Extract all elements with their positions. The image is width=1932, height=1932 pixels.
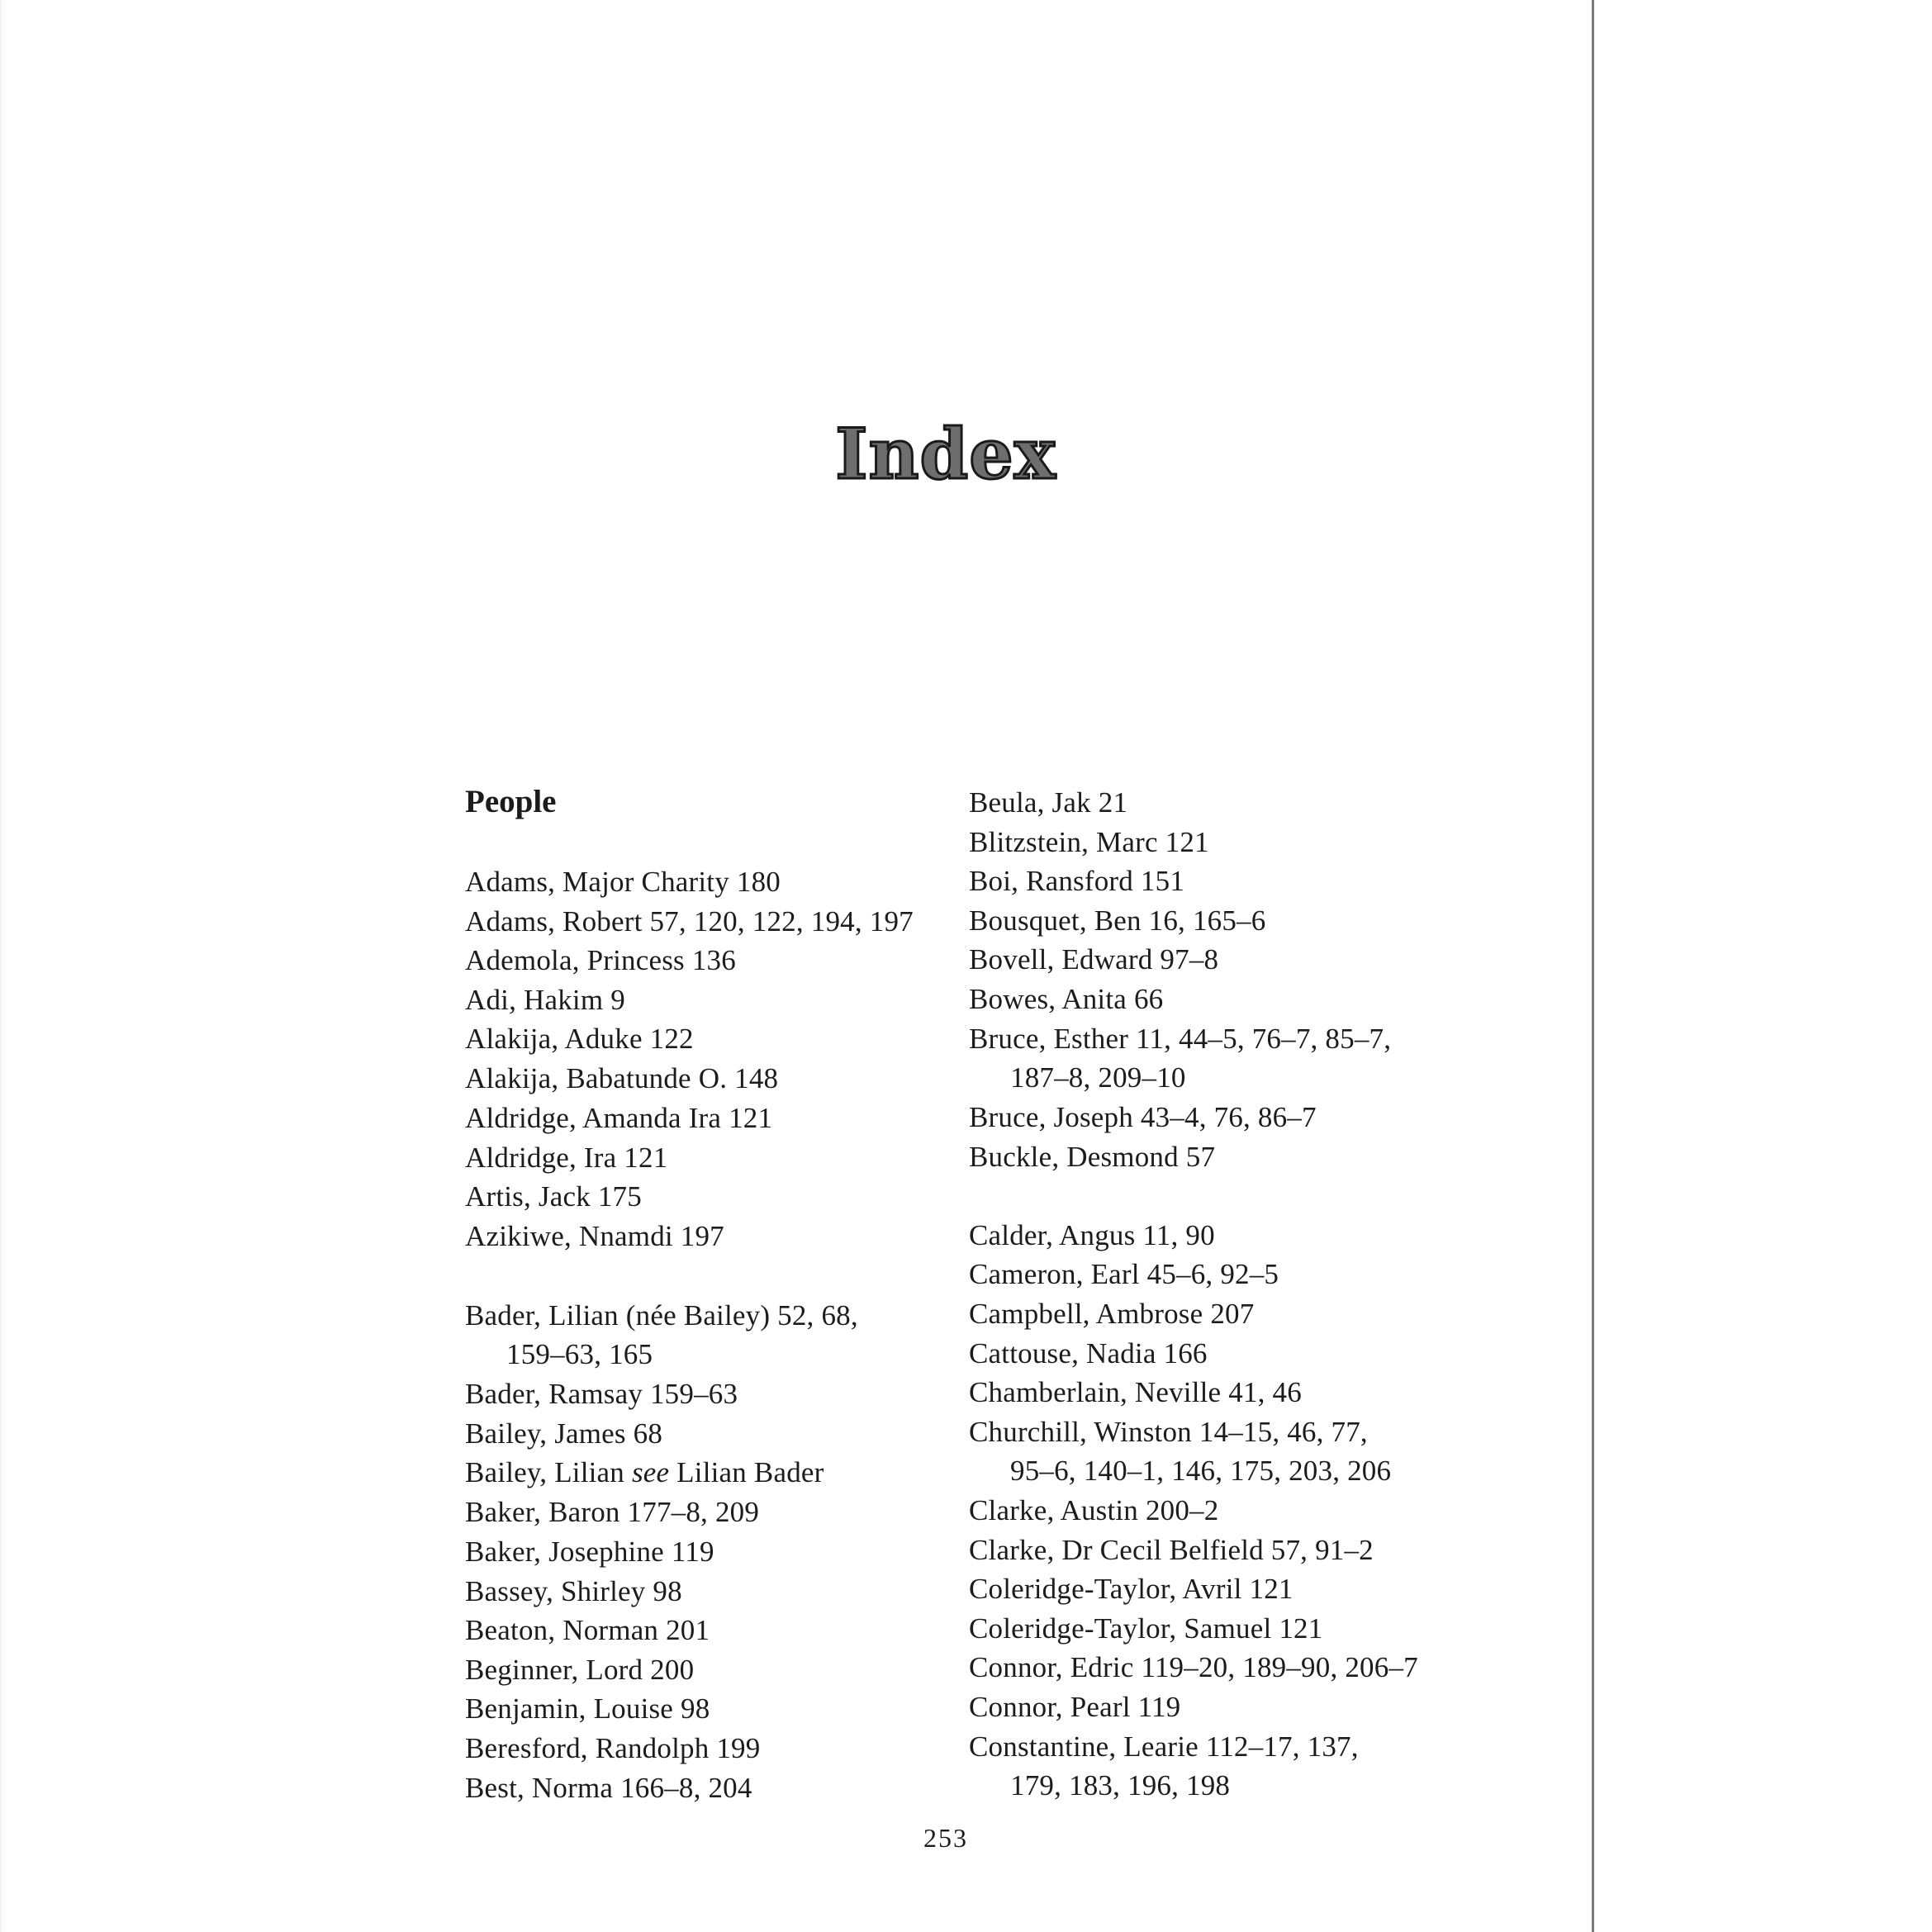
index-entry: Buckle, Desmond 57 — [969, 1141, 1216, 1173]
index-entry: Clarke, Austin 200–2 — [969, 1494, 1219, 1526]
index-entry: Beula, Jak 21 — [969, 786, 1128, 819]
index-entry: Bader, Lilian (née Bailey) 52, 68, — [465, 1299, 858, 1332]
index-entry: Bowes, Anita 66 — [969, 983, 1164, 1015]
index-entry: Campbell, Ambrose 207 — [969, 1298, 1255, 1330]
section-heading-people: People — [465, 784, 557, 819]
index-entry: Ademola, Princess 136 — [465, 944, 736, 976]
index-entry: Beaton, Norman 201 — [465, 1614, 710, 1646]
index-entry: Artis, Jack 175 — [465, 1180, 642, 1213]
index-entry: Boi, Ransford 151 — [969, 865, 1185, 897]
entry-text: Bailey, Lilian — [465, 1456, 632, 1488]
index-entry: Bruce, Joseph 43–4, 76, 86–7 — [969, 1101, 1317, 1133]
index-entry: Alakija, Babatunde O. 148 — [465, 1062, 779, 1094]
index-entry-continuation: 179, 183, 196, 198 — [1010, 1769, 1231, 1801]
index-entry: Chamberlain, Neville 41, 46 — [969, 1376, 1302, 1408]
index-entry: Alakija, Aduke 122 — [465, 1023, 694, 1055]
page-gutter — [0, 0, 2, 1932]
index-entry: Constantine, Learie 112–17, 137, — [969, 1730, 1359, 1763]
index-entry-continuation: 159–63, 165 — [506, 1338, 653, 1370]
page-edge-rule — [1592, 0, 1594, 1932]
index-entry: Azikiwe, Nnamdi 197 — [465, 1220, 724, 1252]
index-entry: Coleridge-Taylor, Avril 121 — [969, 1573, 1294, 1605]
index-entry: Bousquet, Ben 16, 165–6 — [969, 904, 1266, 937]
index-entry: Bovell, Edward 97–8 — [969, 943, 1219, 975]
index-entry: Calder, Angus 11, 90 — [969, 1219, 1215, 1251]
page-number: 253 — [923, 1823, 968, 1853]
index-entry: Adams, Robert 57, 120, 122, 194, 197 — [465, 905, 914, 938]
index-entry: Blitzstein, Marc 121 — [969, 826, 1209, 858]
index-entry: Adams, Major Charity 180 — [465, 866, 781, 898]
index-entry: Bader, Ramsay 159–63 — [465, 1378, 738, 1410]
index-entry: Connor, Pearl 119 — [969, 1691, 1181, 1723]
index-entry: Baker, Josephine 119 — [465, 1536, 714, 1568]
index-entry: Churchill, Winston 14–15, 46, 77, — [969, 1416, 1368, 1448]
index-entry: Aldridge, Amanda Ira 121 — [465, 1102, 773, 1134]
cross-reference: Lilian Bader — [669, 1456, 824, 1488]
index-entry: Aldridge, Ira 121 — [465, 1142, 668, 1174]
index-entry: Beginner, Lord 200 — [465, 1654, 695, 1686]
see-keyword: see — [631, 1456, 670, 1488]
index-entry-continuation: 187–8, 209–10 — [1010, 1061, 1186, 1094]
index-entry: Clarke, Dr Cecil Belfield 57, 91–2 — [969, 1534, 1374, 1566]
index-entry-continuation: 95–6, 140–1, 146, 175, 203, 206 — [1010, 1455, 1392, 1487]
index-entry: Coleridge-Taylor, Samuel 121 — [969, 1612, 1323, 1645]
index-entry: Best, Norma 166–8, 204 — [465, 1772, 752, 1804]
index-entry: Connor, Edric 119–20, 189–90, 206–7 — [969, 1651, 1418, 1683]
index-entry: Bassey, Shirley 98 — [465, 1575, 682, 1607]
index-entry-see-reference — [465, 1456, 824, 1489]
index-entry: Baker, Baron 177–8, 209 — [465, 1496, 760, 1528]
index-entry: Cattouse, Nadia 166 — [969, 1337, 1208, 1369]
index-entry: Cameron, Earl 45–6, 92–5 — [969, 1258, 1279, 1290]
index-entry: Bruce, Esther 11, 44–5, 76–7, 85–7, — [969, 1023, 1392, 1055]
index-entry: Benjamin, Louise 98 — [465, 1692, 710, 1725]
index-entry: Beresford, Randolph 199 — [465, 1732, 761, 1764]
page-title: Index — [835, 413, 1056, 495]
index-entry: Bailey, James 68 — [465, 1417, 663, 1450]
index-entry: Adi, Hakim 9 — [465, 984, 625, 1016]
